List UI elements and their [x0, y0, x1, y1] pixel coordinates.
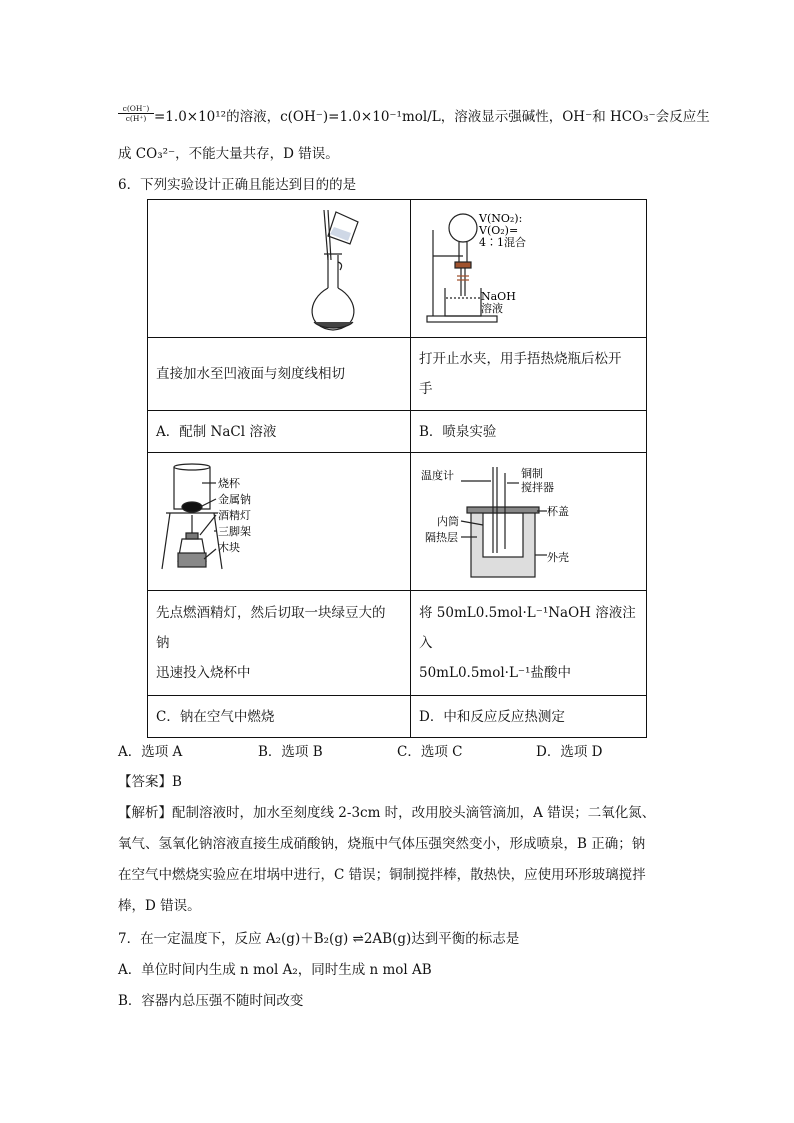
question-7-stem: 7．在一定温度下，反应 A₂(g)＋B₂(g) ⇌2AB(g)达到平衡的标志是 — [118, 931, 520, 947]
option-a: A．选项 A — [118, 744, 183, 760]
fig-d-label: 搅拌器 — [521, 481, 554, 494]
fountain-experiment-figure — [419, 200, 655, 337]
fig-d-cell — [411, 453, 647, 591]
volumetric-flask-figure — [156, 200, 419, 337]
fig-b-label: 4∶1混合 — [479, 236, 526, 249]
option-b: B．选项 B — [258, 744, 323, 760]
fig-b-label: V(O₂)= — [479, 224, 519, 237]
analysis-line: 棒，D 错误。 — [118, 898, 201, 914]
fig-d-label: 温度计 — [421, 469, 454, 482]
analysis-line: 氧气、氢氧化钠溶液直接生成硝酸钠，烧瓶中气体压强突然变小，形成喷泉，B 正确；钠 — [118, 836, 646, 852]
cell-a-desc: 直接加水至凹液面与刻度线相切 — [148, 338, 411, 411]
q7-option-b: B．容器内总压强不随时间改变 — [118, 993, 304, 1009]
fig-b-label: NaOH — [481, 290, 516, 303]
cell-c-desc: 先点燃酒精灯，然后切取一块绿豆大的 钠 迅速投入烧杯中 — [148, 591, 411, 696]
fraction-numerator: c(OH⁻) — [118, 104, 154, 114]
option-d: D．选项 D — [536, 744, 603, 760]
fig-c-label: 木块 — [218, 541, 240, 554]
cell-b-label: B．喷泉实验 — [411, 411, 647, 453]
cell-a-label: A．配制 NaCl 溶液 — [148, 411, 411, 453]
fig-d-label: 内筒 — [437, 515, 459, 528]
fig-d-label: 杯盖 — [547, 505, 569, 518]
question-6-stem: 6．下列实验设计正确且能达到目的的是 — [118, 177, 357, 193]
cell-b-desc: 打开止水夹，用手捂热烧瓶后松开 手 — [411, 338, 647, 411]
fig-c-label: 酒精灯 — [218, 509, 251, 522]
answer: 【答案】B — [118, 774, 182, 790]
cell-d-label: D．中和反应反应热测定 — [411, 696, 647, 738]
option-c: C．选项 C — [397, 744, 463, 760]
fig-c-label: 金属钠 — [218, 493, 251, 506]
fig-d-label: 外壳 — [547, 551, 569, 564]
q6-options-table — [147, 199, 647, 738]
fig-b-label: 溶液 — [481, 302, 503, 315]
fraction-denominator: c(H⁺) — [125, 114, 147, 123]
sodium-burning-figure — [156, 453, 419, 590]
fig-c-label: 三脚架 — [218, 525, 251, 538]
analysis-line: 在空气中燃烧实验应在坩埚中进行，C 错误；铜制搅拌棒，散热快，应使用环形玻璃搅拌 — [118, 867, 646, 883]
text-line: =1.0×10¹²的溶液，c(OH⁻)=1.0×10⁻¹mol/L，溶液显示强碱性，OH⁻和 HCO₃⁻会反应生 — [154, 109, 710, 125]
cell-c-label: C．钠在空气中燃烧 — [148, 696, 411, 738]
fig-d-label: 铜制 — [521, 467, 543, 480]
fig-b-label: V(NO₂): — [479, 212, 523, 225]
fig-d-label: 隔热层 — [425, 531, 458, 544]
fig-c-label: 烧杯 — [218, 477, 240, 490]
q7-option-a: A．单位时间内生成 n mol A₂，同时生成 n mol AB — [118, 962, 432, 978]
analysis-line: 【解析】配制溶液时，加水至刻度线 2-3cm 时，改用胶头滴管滴加，A 错误；二氧化氮、 — [118, 805, 656, 821]
fraction — [118, 104, 154, 123]
fig-c-cell — [148, 453, 411, 591]
fig-a-cell — [148, 200, 411, 338]
cell-d-desc: 将 50mL0.5mol·L⁻¹NaOH 溶液注入 50mL0.5mol·L⁻¹盐酸中 — [411, 591, 647, 696]
calorimeter-figure — [419, 453, 655, 590]
fig-b-cell — [411, 200, 647, 338]
text-line: 成 CO₃²⁻，不能大量共存，D 错误。 — [118, 146, 339, 162]
